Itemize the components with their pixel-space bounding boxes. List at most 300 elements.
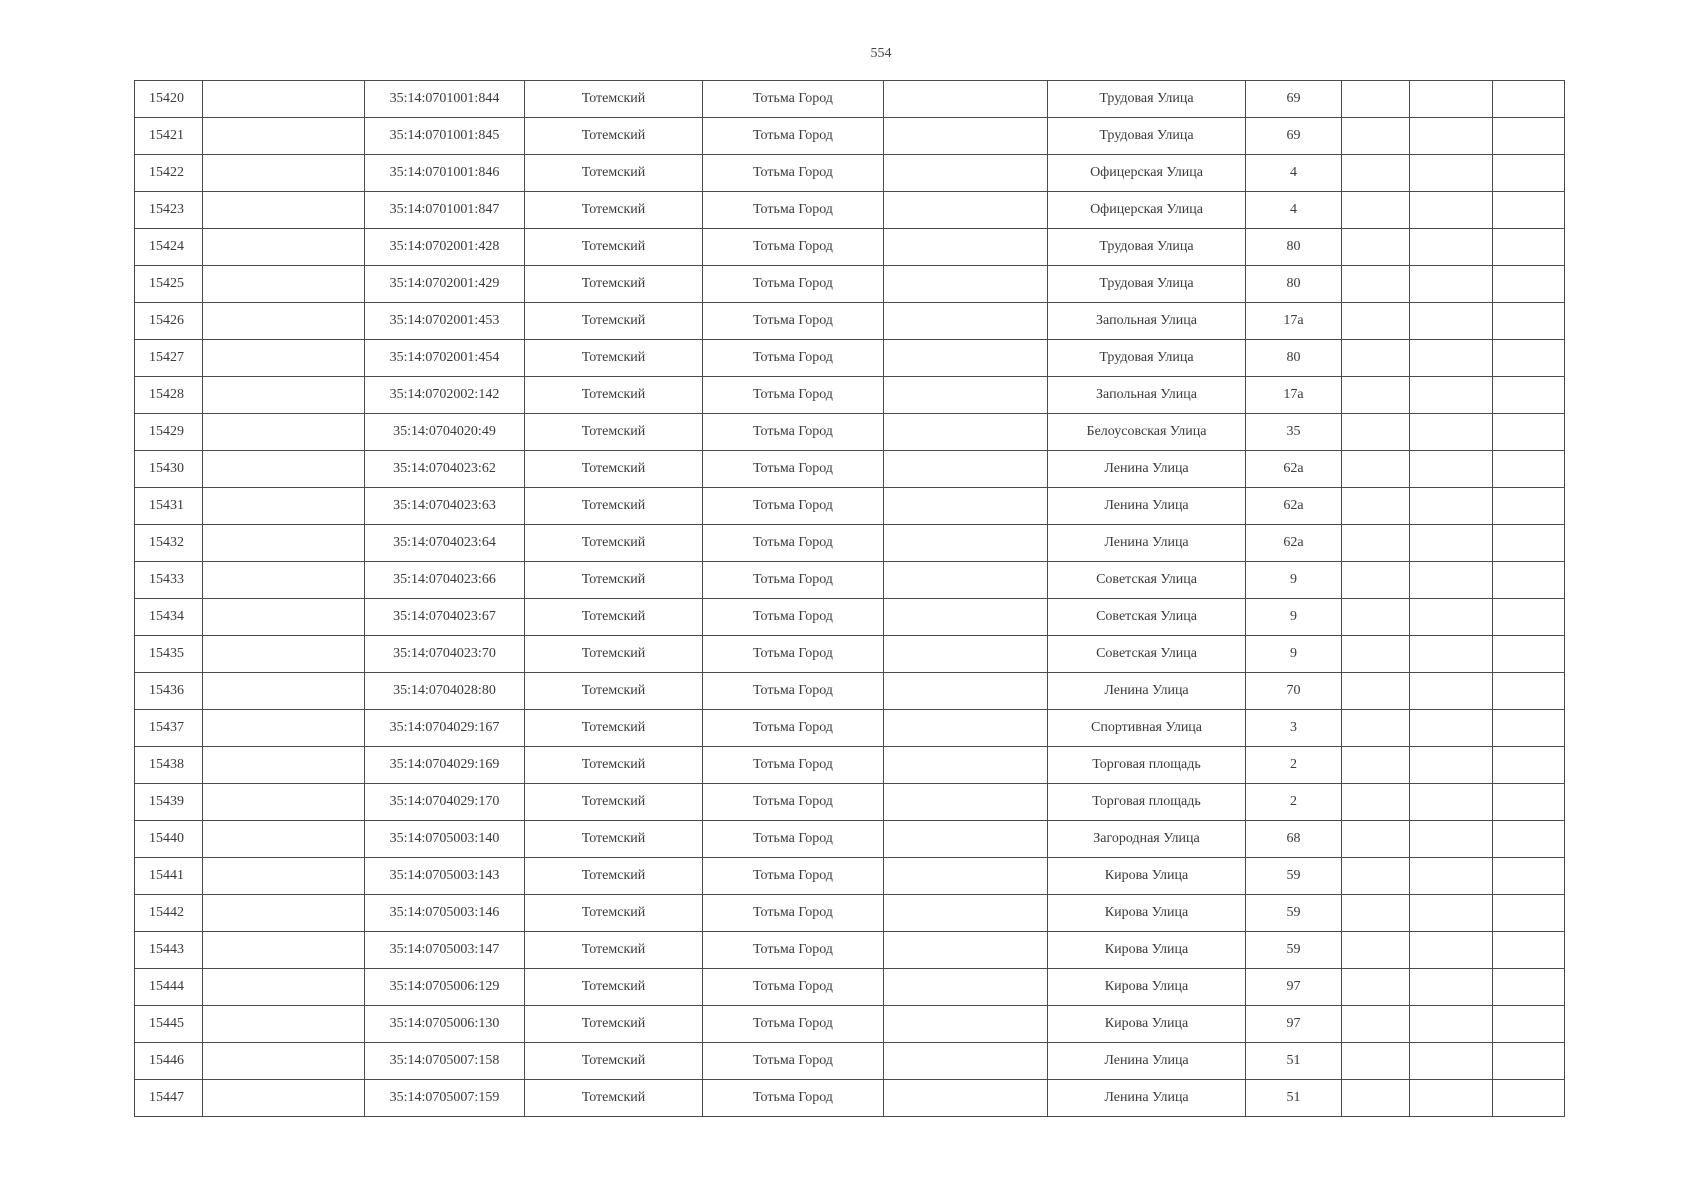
empty-cell — [203, 81, 365, 118]
house-number-cell: 80 — [1246, 229, 1342, 266]
house-number-cell: 97 — [1246, 969, 1342, 1006]
town-cell: Тотьма Город — [703, 118, 884, 155]
empty-cell — [203, 414, 365, 451]
empty-cell — [1342, 932, 1410, 969]
street-cell: Ленина Улица — [1048, 1043, 1246, 1080]
district-cell: Тотемский — [525, 1080, 703, 1117]
table-row — [135, 118, 1565, 155]
house-number-cell: 59 — [1246, 858, 1342, 895]
table-row — [135, 155, 1565, 192]
cadastral-number-cell: 35:14:0704020:49 — [365, 414, 525, 451]
empty-cell — [1342, 192, 1410, 229]
table-row — [135, 377, 1565, 414]
empty-cell — [1342, 81, 1410, 118]
row-number-cell: 15426 — [135, 303, 203, 340]
empty-cell — [203, 969, 365, 1006]
empty-cell — [203, 747, 365, 784]
street-cell: Трудовая Улица — [1048, 266, 1246, 303]
table-row — [135, 451, 1565, 488]
empty-cell — [1342, 414, 1410, 451]
town-cell: Тотьма Город — [703, 525, 884, 562]
house-number-cell: 80 — [1246, 266, 1342, 303]
street-cell: Трудовая Улица — [1048, 340, 1246, 377]
cadastral-number-cell: 35:14:0705006:129 — [365, 969, 525, 1006]
row-number-cell: 15446 — [135, 1043, 203, 1080]
empty-cell — [884, 266, 1048, 303]
empty-cell — [1342, 636, 1410, 673]
empty-cell — [1493, 340, 1565, 377]
empty-cell — [1493, 821, 1565, 858]
empty-cell — [884, 636, 1048, 673]
district-cell: Тотемский — [525, 895, 703, 932]
empty-cell — [884, 1006, 1048, 1043]
house-number-cell: 62а — [1246, 451, 1342, 488]
district-cell: Тотемский — [525, 636, 703, 673]
street-cell: Ленина Улица — [1048, 451, 1246, 488]
house-number-cell: 51 — [1246, 1080, 1342, 1117]
empty-cell — [1342, 377, 1410, 414]
district-cell: Тотемский — [525, 377, 703, 414]
street-cell: Кирова Улица — [1048, 969, 1246, 1006]
street-cell: Офицерская Улица — [1048, 192, 1246, 229]
row-number-cell: 15443 — [135, 932, 203, 969]
row-number-cell: 15447 — [135, 1080, 203, 1117]
house-number-cell: 35 — [1246, 414, 1342, 451]
empty-cell — [203, 858, 365, 895]
empty-cell — [884, 895, 1048, 932]
table-row — [135, 599, 1565, 636]
row-number-cell: 15431 — [135, 488, 203, 525]
town-cell: Тотьма Город — [703, 747, 884, 784]
registry-table — [134, 80, 1565, 1117]
page-number: 554 — [870, 46, 892, 61]
district-cell: Тотемский — [525, 599, 703, 636]
empty-cell — [884, 599, 1048, 636]
town-cell: Тотьма Город — [703, 229, 884, 266]
street-cell: Ленина Улица — [1048, 525, 1246, 562]
empty-cell — [203, 303, 365, 340]
cadastral-number-cell: 35:14:0705003:143 — [365, 858, 525, 895]
cadastral-number-cell: 35:14:0702001:429 — [365, 266, 525, 303]
table-row — [135, 340, 1565, 377]
empty-cell — [1410, 1043, 1493, 1080]
row-number-cell: 15436 — [135, 673, 203, 710]
empty-cell — [203, 488, 365, 525]
empty-cell — [1410, 784, 1493, 821]
row-number-cell: 15420 — [135, 81, 203, 118]
empty-cell — [203, 710, 365, 747]
cadastral-number-cell: 35:14:0705007:158 — [365, 1043, 525, 1080]
district-cell: Тотемский — [525, 858, 703, 895]
empty-cell — [203, 636, 365, 673]
district-cell: Тотемский — [525, 488, 703, 525]
district-cell: Тотемский — [525, 821, 703, 858]
empty-cell — [1410, 451, 1493, 488]
empty-cell — [1410, 932, 1493, 969]
district-cell: Тотемский — [525, 451, 703, 488]
street-cell: Ленина Улица — [1048, 1080, 1246, 1117]
town-cell: Тотьма Город — [703, 673, 884, 710]
house-number-cell: 17а — [1246, 377, 1342, 414]
town-cell: Тотьма Город — [703, 155, 884, 192]
empty-cell — [203, 377, 365, 414]
empty-cell — [203, 673, 365, 710]
empty-cell — [1342, 229, 1410, 266]
district-cell: Тотемский — [525, 118, 703, 155]
table-row — [135, 673, 1565, 710]
district-cell: Тотемский — [525, 266, 703, 303]
district-cell: Тотемский — [525, 747, 703, 784]
empty-cell — [1410, 599, 1493, 636]
district-cell: Тотемский — [525, 155, 703, 192]
empty-cell — [203, 1006, 365, 1043]
empty-cell — [203, 1080, 365, 1117]
table-row — [135, 784, 1565, 821]
empty-cell — [1410, 229, 1493, 266]
empty-cell — [203, 266, 365, 303]
empty-cell — [1410, 155, 1493, 192]
empty-cell — [884, 451, 1048, 488]
empty-cell — [1410, 562, 1493, 599]
cadastral-number-cell: 35:14:0704023:62 — [365, 451, 525, 488]
empty-cell — [884, 858, 1048, 895]
empty-cell — [203, 451, 365, 488]
town-cell: Тотьма Город — [703, 1080, 884, 1117]
empty-cell — [203, 229, 365, 266]
house-number-cell: 69 — [1246, 81, 1342, 118]
empty-cell — [1493, 784, 1565, 821]
empty-cell — [1410, 377, 1493, 414]
empty-cell — [884, 1043, 1048, 1080]
table-row — [135, 192, 1565, 229]
house-number-cell: 2 — [1246, 784, 1342, 821]
house-number-cell: 2 — [1246, 747, 1342, 784]
row-number-cell: 15421 — [135, 118, 203, 155]
empty-cell — [1410, 1006, 1493, 1043]
empty-cell — [1493, 1080, 1565, 1117]
town-cell: Тотьма Город — [703, 969, 884, 1006]
empty-cell — [1493, 192, 1565, 229]
town-cell: Тотьма Город — [703, 895, 884, 932]
cadastral-number-cell: 35:14:0704029:167 — [365, 710, 525, 747]
street-cell: Трудовая Улица — [1048, 81, 1246, 118]
empty-cell — [884, 118, 1048, 155]
district-cell: Тотемский — [525, 1043, 703, 1080]
empty-cell — [1342, 599, 1410, 636]
row-number-cell: 15435 — [135, 636, 203, 673]
street-cell: Офицерская Улица — [1048, 155, 1246, 192]
empty-cell — [1493, 266, 1565, 303]
town-cell: Тотьма Город — [703, 932, 884, 969]
empty-cell — [1493, 599, 1565, 636]
empty-cell — [1342, 895, 1410, 932]
cadastral-number-cell: 35:14:0704028:80 — [365, 673, 525, 710]
empty-cell — [1342, 155, 1410, 192]
empty-cell — [1410, 81, 1493, 118]
empty-cell — [203, 192, 365, 229]
empty-cell — [1410, 266, 1493, 303]
house-number-cell: 97 — [1246, 1006, 1342, 1043]
empty-cell — [1493, 636, 1565, 673]
row-number-cell: 15433 — [135, 562, 203, 599]
house-number-cell: 9 — [1246, 562, 1342, 599]
table-row — [135, 525, 1565, 562]
empty-cell — [203, 599, 365, 636]
table-row — [135, 636, 1565, 673]
empty-cell — [1410, 414, 1493, 451]
empty-cell — [1493, 673, 1565, 710]
table-row — [135, 303, 1565, 340]
empty-cell — [1493, 118, 1565, 155]
cadastral-number-cell: 35:14:0702001:454 — [365, 340, 525, 377]
row-number-cell: 15427 — [135, 340, 203, 377]
empty-cell — [884, 1080, 1048, 1117]
empty-cell — [1493, 932, 1565, 969]
town-cell: Тотьма Город — [703, 81, 884, 118]
cadastral-number-cell: 35:14:0702001:453 — [365, 303, 525, 340]
street-cell: Загородная Улица — [1048, 821, 1246, 858]
empty-cell — [884, 932, 1048, 969]
empty-cell — [1410, 340, 1493, 377]
district-cell: Тотемский — [525, 784, 703, 821]
empty-cell — [884, 229, 1048, 266]
house-number-cell: 9 — [1246, 636, 1342, 673]
empty-cell — [203, 821, 365, 858]
row-number-cell: 15438 — [135, 747, 203, 784]
house-number-cell: 4 — [1246, 155, 1342, 192]
town-cell: Тотьма Город — [703, 451, 884, 488]
row-number-cell: 15444 — [135, 969, 203, 1006]
house-number-cell: 17а — [1246, 303, 1342, 340]
town-cell: Тотьма Город — [703, 303, 884, 340]
empty-cell — [1342, 858, 1410, 895]
table-row — [135, 229, 1565, 266]
empty-cell — [884, 488, 1048, 525]
row-number-cell: 15430 — [135, 451, 203, 488]
empty-cell — [203, 525, 365, 562]
cadastral-number-cell: 35:14:0701001:846 — [365, 155, 525, 192]
empty-cell — [884, 673, 1048, 710]
row-number-cell: 15434 — [135, 599, 203, 636]
cadastral-number-cell: 35:14:0704029:169 — [365, 747, 525, 784]
empty-cell — [1493, 710, 1565, 747]
district-cell: Тотемский — [525, 525, 703, 562]
empty-cell — [1410, 525, 1493, 562]
empty-cell — [884, 747, 1048, 784]
row-number-cell: 15437 — [135, 710, 203, 747]
empty-cell — [884, 303, 1048, 340]
empty-cell — [1410, 488, 1493, 525]
street-cell: Запольная Улица — [1048, 377, 1246, 414]
street-cell: Кирова Улица — [1048, 858, 1246, 895]
house-number-cell: 68 — [1246, 821, 1342, 858]
empty-cell — [1493, 155, 1565, 192]
cadastral-number-cell: 35:14:0705003:140 — [365, 821, 525, 858]
table-row — [135, 1080, 1565, 1117]
table-row — [135, 932, 1565, 969]
cadastral-number-cell: 35:14:0704023:66 — [365, 562, 525, 599]
row-number-cell: 15423 — [135, 192, 203, 229]
empty-cell — [884, 377, 1048, 414]
district-cell: Тотемский — [525, 932, 703, 969]
empty-cell — [1342, 784, 1410, 821]
empty-cell — [1410, 636, 1493, 673]
empty-cell — [1410, 1080, 1493, 1117]
empty-cell — [1410, 673, 1493, 710]
empty-cell — [1342, 340, 1410, 377]
row-number-cell: 15424 — [135, 229, 203, 266]
table-row — [135, 1043, 1565, 1080]
street-cell: Кирова Улица — [1048, 1006, 1246, 1043]
empty-cell — [1342, 969, 1410, 1006]
empty-cell — [884, 525, 1048, 562]
district-cell: Тотемский — [525, 414, 703, 451]
table-row — [135, 858, 1565, 895]
empty-cell — [1493, 969, 1565, 1006]
district-cell: Тотемский — [525, 562, 703, 599]
house-number-cell: 59 — [1246, 895, 1342, 932]
empty-cell — [884, 340, 1048, 377]
empty-cell — [1493, 525, 1565, 562]
empty-cell — [1342, 1043, 1410, 1080]
district-cell: Тотемский — [525, 673, 703, 710]
district-cell: Тотемский — [525, 340, 703, 377]
empty-cell — [1410, 303, 1493, 340]
empty-cell — [1342, 118, 1410, 155]
empty-cell — [1342, 525, 1410, 562]
empty-cell — [203, 118, 365, 155]
table-row — [135, 747, 1565, 784]
empty-cell — [1410, 710, 1493, 747]
house-number-cell: 9 — [1246, 599, 1342, 636]
empty-cell — [1493, 414, 1565, 451]
street-cell: Трудовая Улица — [1048, 229, 1246, 266]
table-row — [135, 969, 1565, 1006]
table-row — [135, 1006, 1565, 1043]
street-cell: Кирова Улица — [1048, 895, 1246, 932]
street-cell: Советская Улица — [1048, 562, 1246, 599]
town-cell: Тотьма Город — [703, 821, 884, 858]
cadastral-number-cell: 35:14:0701001:845 — [365, 118, 525, 155]
empty-cell — [1342, 673, 1410, 710]
empty-cell — [1493, 81, 1565, 118]
empty-cell — [884, 81, 1048, 118]
cadastral-number-cell: 35:14:0704023:64 — [365, 525, 525, 562]
cadastral-number-cell: 35:14:0704023:70 — [365, 636, 525, 673]
town-cell: Тотьма Город — [703, 636, 884, 673]
empty-cell — [1493, 229, 1565, 266]
empty-cell — [1410, 969, 1493, 1006]
house-number-cell: 51 — [1246, 1043, 1342, 1080]
street-cell: Спортивная Улица — [1048, 710, 1246, 747]
cadastral-number-cell: 35:14:0701001:847 — [365, 192, 525, 229]
row-number-cell: 15425 — [135, 266, 203, 303]
row-number-cell: 15442 — [135, 895, 203, 932]
street-cell: Белоусовская Улица — [1048, 414, 1246, 451]
empty-cell — [203, 784, 365, 821]
empty-cell — [1410, 821, 1493, 858]
house-number-cell: 70 — [1246, 673, 1342, 710]
empty-cell — [1342, 451, 1410, 488]
town-cell: Тотьма Город — [703, 858, 884, 895]
street-cell: Торговая площадь — [1048, 747, 1246, 784]
row-number-cell: 15422 — [135, 155, 203, 192]
street-cell: Ленина Улица — [1048, 673, 1246, 710]
house-number-cell: 69 — [1246, 118, 1342, 155]
table-row — [135, 266, 1565, 303]
town-cell: Тотьма Город — [703, 488, 884, 525]
town-cell: Тотьма Город — [703, 1006, 884, 1043]
empty-cell — [1410, 192, 1493, 229]
empty-cell — [1342, 747, 1410, 784]
town-cell: Тотьма Город — [703, 599, 884, 636]
house-number-cell: 4 — [1246, 192, 1342, 229]
table-row — [135, 562, 1565, 599]
district-cell: Тотемский — [525, 1006, 703, 1043]
empty-cell — [203, 1043, 365, 1080]
street-cell: Торговая площадь — [1048, 784, 1246, 821]
empty-cell — [1410, 747, 1493, 784]
cadastral-number-cell: 35:14:0701001:844 — [365, 81, 525, 118]
row-number-cell: 15445 — [135, 1006, 203, 1043]
cadastral-number-cell: 35:14:0702001:428 — [365, 229, 525, 266]
row-number-cell: 15428 — [135, 377, 203, 414]
row-number-cell: 15432 — [135, 525, 203, 562]
house-number-cell: 62а — [1246, 525, 1342, 562]
empty-cell — [884, 821, 1048, 858]
empty-cell — [1342, 266, 1410, 303]
empty-cell — [884, 414, 1048, 451]
empty-cell — [1342, 821, 1410, 858]
empty-cell — [1493, 895, 1565, 932]
house-number-cell: 62а — [1246, 488, 1342, 525]
town-cell: Тотьма Город — [703, 192, 884, 229]
empty-cell — [1493, 858, 1565, 895]
empty-cell — [203, 562, 365, 599]
empty-cell — [1410, 895, 1493, 932]
empty-cell — [203, 895, 365, 932]
table-row — [135, 821, 1565, 858]
street-cell: Запольная Улица — [1048, 303, 1246, 340]
street-cell: Советская Улица — [1048, 599, 1246, 636]
empty-cell — [884, 155, 1048, 192]
empty-cell — [1493, 377, 1565, 414]
town-cell: Тотьма Город — [703, 266, 884, 303]
district-cell: Тотемский — [525, 229, 703, 266]
town-cell: Тотьма Город — [703, 414, 884, 451]
empty-cell — [1493, 488, 1565, 525]
table-row — [135, 81, 1565, 118]
cadastral-number-cell: 35:14:0704023:63 — [365, 488, 525, 525]
row-number-cell: 15429 — [135, 414, 203, 451]
empty-cell — [1342, 710, 1410, 747]
house-number-cell: 3 — [1246, 710, 1342, 747]
street-cell: Кирова Улица — [1048, 932, 1246, 969]
street-cell: Трудовая Улица — [1048, 118, 1246, 155]
empty-cell — [1342, 1006, 1410, 1043]
empty-cell — [884, 562, 1048, 599]
cadastral-number-cell: 35:14:0705003:147 — [365, 932, 525, 969]
district-cell: Тотемский — [525, 192, 703, 229]
empty-cell — [1342, 303, 1410, 340]
town-cell: Тотьма Город — [703, 1043, 884, 1080]
empty-cell — [1342, 1080, 1410, 1117]
empty-cell — [884, 710, 1048, 747]
table-row — [135, 710, 1565, 747]
empty-cell — [203, 155, 365, 192]
town-cell: Тотьма Город — [703, 784, 884, 821]
cadastral-number-cell: 35:14:0704023:67 — [365, 599, 525, 636]
